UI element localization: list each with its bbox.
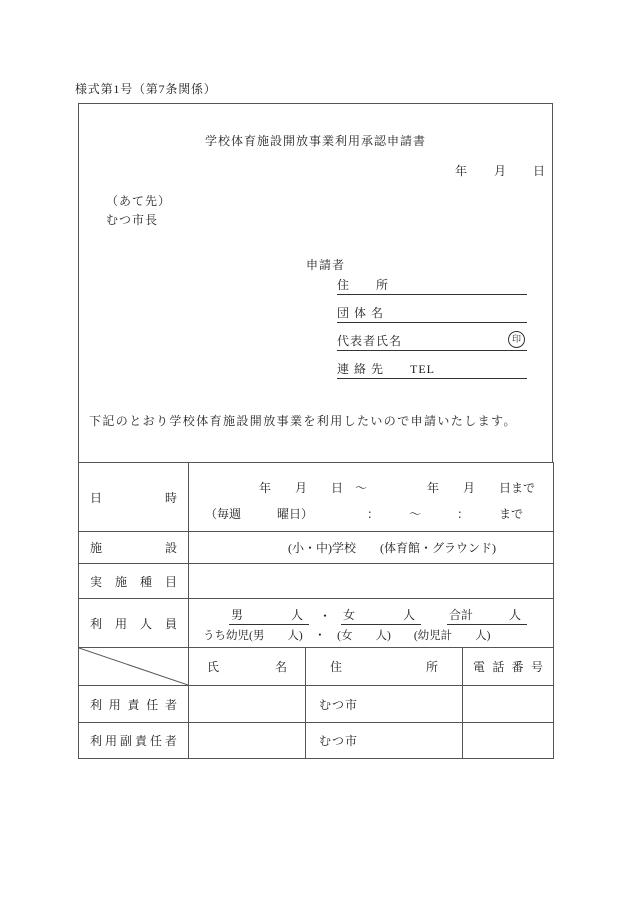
applicant-fields [337, 267, 527, 379]
datetime-line2: （毎週 曜日） ： ～ ： まで [205, 506, 524, 521]
attendance-line2: うち幼児(男 人) ・ (女 人) (幼児計 人) [203, 629, 491, 642]
declaration-text: 下記のとおり学校体育施設開放事業を利用したいので申請いたします。 [89, 414, 517, 428]
phone-header: 電 話 番 号 [473, 660, 543, 674]
application-header-box [78, 103, 553, 462]
event-type-value-cell[interactable] [189, 564, 554, 599]
attendance-value-cell[interactable] [189, 599, 554, 648]
applicant-representative-field[interactable] [337, 323, 527, 351]
datetime-value-cell[interactable] [189, 463, 554, 532]
deputy-label-cell [79, 723, 189, 759]
responsible-address-cell[interactable] [306, 686, 463, 723]
responsible-address: むつ市 [319, 697, 359, 712]
responsible-phone-cell[interactable] [463, 686, 554, 723]
application-table [78, 462, 554, 759]
table-row-facility [79, 532, 554, 564]
table-row-contact-header [79, 648, 554, 686]
facility-label-cell [79, 532, 189, 564]
representative-label: 代表者氏名 [337, 334, 403, 348]
table-row-attendance [79, 599, 554, 648]
deputy-name-cell[interactable] [189, 723, 306, 759]
facility-value: (小・中)学校 (体育館・グラウンド) [288, 541, 496, 555]
datetime-line1: 年 月 日 ～ 年 月 日まで [259, 480, 536, 495]
deputy-address: むつ市 [319, 734, 359, 748]
attendance-label-cell [79, 599, 189, 648]
event-type-label-cell [79, 564, 189, 599]
applicant-contact-field[interactable] [337, 351, 527, 379]
responsible-label: 利 用 責 任 者 [90, 697, 177, 712]
address-header-cell [306, 648, 463, 686]
deputy-phone-cell[interactable] [463, 723, 554, 759]
name-header: 氏 名 [207, 660, 287, 674]
attendance-female-field[interactable]: 女 人 [341, 607, 421, 625]
diagonal-line-icon [79, 648, 188, 685]
applicant-organization-field[interactable] [337, 295, 527, 323]
addressee-note: （あて先） [106, 194, 172, 208]
datetime-label-cell [79, 463, 189, 532]
facility-value-cell[interactable] [189, 532, 554, 564]
attendance-line1 [189, 602, 553, 625]
applicant-address-field[interactable] [337, 267, 527, 295]
facility-label: 施 設 [90, 541, 177, 555]
name-header-cell [189, 648, 306, 686]
organization-label: 団 体 名 [337, 306, 385, 320]
responsible-label-cell [79, 686, 189, 723]
seal-stamp-icon: 印 [508, 331, 525, 348]
contact-label: 連 絡 先 TEL [337, 362, 435, 376]
form-title: 学校体育施設開放事業利用承認申請書 [204, 134, 426, 148]
attendance-total-field[interactable]: 合計 人 [447, 607, 527, 625]
phone-header-cell [463, 648, 554, 686]
responsible-name-cell[interactable] [189, 686, 306, 723]
date-field[interactable]: 年 月 日 [454, 164, 546, 178]
table-row-deputy [79, 723, 554, 759]
address-header: 住 所 [330, 660, 438, 674]
diagonal-header-cell [79, 648, 189, 686]
applicant-label: 申請者 [306, 258, 346, 272]
addressee-block [106, 192, 171, 230]
table-row-event-type [79, 564, 554, 599]
datetime-label: 日 時 [90, 490, 177, 505]
event-type-label: 実 施 種 目 [90, 574, 177, 589]
attendance-label: 利 用 人 員 [90, 616, 177, 631]
address-label: 住 所 [337, 278, 390, 292]
form-number: 様式第1号（第7条関係） [75, 82, 217, 96]
deputy-label: 利 用 副 責 任 者 [90, 734, 177, 748]
attendance-separator: ・ [319, 608, 332, 623]
attendance-male-field[interactable]: 男 人 [229, 607, 309, 625]
table-row-responsible [79, 686, 554, 723]
addressee-name: むつ市長 [106, 213, 159, 227]
deputy-address-cell[interactable] [306, 723, 463, 759]
table-row-datetime [79, 463, 554, 532]
